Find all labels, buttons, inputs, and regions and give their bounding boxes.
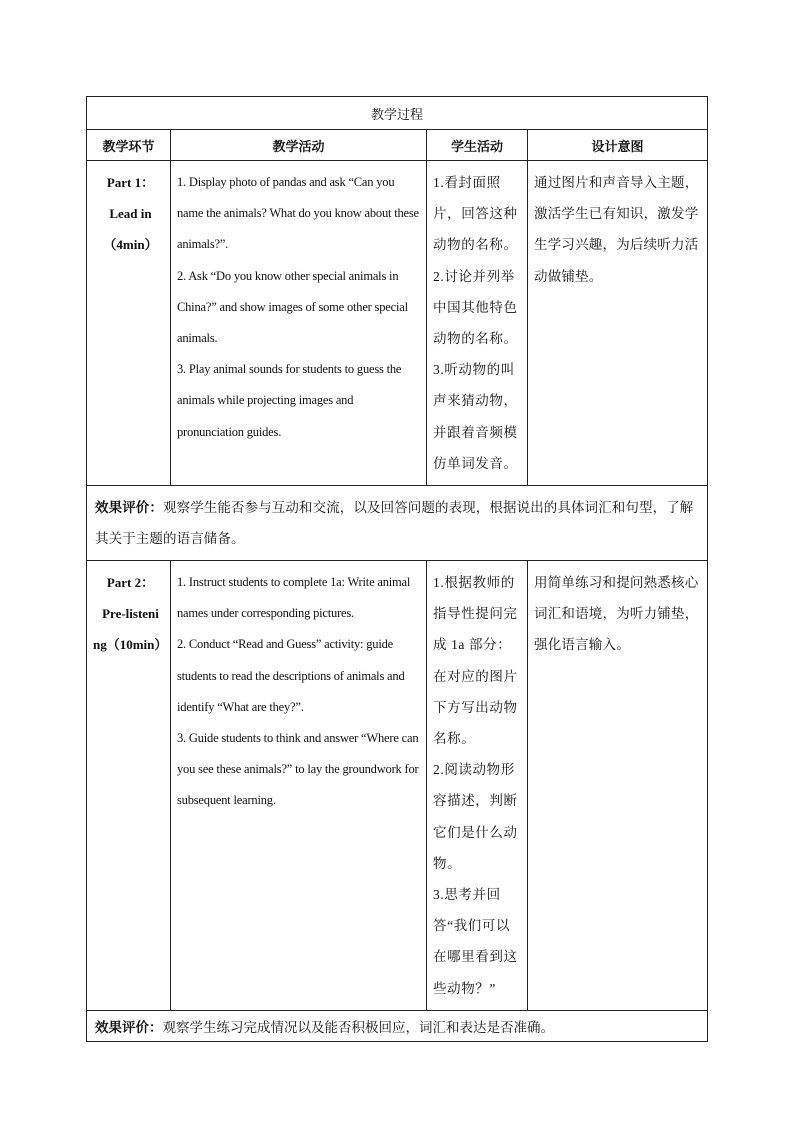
evaluation-label: 效果评价：: [95, 500, 163, 516]
teaching-activity-cell: [171, 161, 427, 486]
header-stage: 教学环节: [87, 130, 171, 161]
header-design-intent: 设计意图: [528, 130, 708, 161]
stage-label: Part 1：: [106, 175, 155, 190]
evaluation-cell: [87, 1010, 708, 1041]
evaluation-row: [87, 486, 708, 561]
design-intent-cell: 通过图片和声音导入主题，激活学生已有知识，激发学生学习兴趣，为后续听力活动做铺垫。: [528, 161, 708, 486]
evaluation-text: 观察学生练习完成情况以及能否积极回应，词汇和表达是否准确。: [162, 1019, 554, 1035]
student-item: 3.思考并回答“我们可以在哪里看到这些动物？”: [433, 887, 518, 996]
header-student-activity: 学生活动: [427, 130, 528, 161]
activity-item: 1. Display photo of pandas and ask “Can you name the animals? What do you know about these animals?”.: [177, 175, 419, 252]
activity-item: 2. Conduct “Read and Guess” activity: guide students to read the descriptions of animals and identify “What are they?”.: [177, 637, 405, 714]
table-title: 教学过程: [87, 97, 708, 130]
student-item: 1.看封面照片，回答这种动物的名称。: [433, 175, 518, 253]
stage-label: Part 2：: [106, 575, 155, 591]
evaluation-cell: [87, 486, 708, 561]
table-title-row: [87, 97, 708, 130]
activity-item: 2. Ask “Do you know other special animals in China?” and show images of some other special animals.: [177, 268, 408, 346]
stage-duration: （4min）: [103, 237, 158, 252]
table-row: [87, 561, 708, 1011]
student-activity-cell: [427, 161, 528, 486]
table-row: [87, 161, 708, 486]
design-intent-cell: 用简单练习和提问熟悉核心词汇和语境，为听力铺垫，强化语言输入。: [528, 561, 708, 1011]
student-item: 2.讨论并列举中国其他特色动物的名称。: [433, 268, 518, 347]
header-teaching-activity: 教学活动: [171, 130, 427, 161]
activity-item: 3. Guide students to think and answer “Where can you see these animals?” to lay the groundwork for subsequent learning.: [177, 731, 419, 808]
evaluation-row: [87, 1010, 708, 1041]
teaching-activity-cell: [171, 561, 427, 1011]
stage-duration: ng（10min）: [93, 637, 168, 653]
stage-cell-part2: [87, 561, 171, 1011]
student-item: 2.阅读动物形容描述，判断它们是什么动物。: [433, 762, 518, 871]
lesson-table: [86, 96, 708, 1042]
activity-item: 3. Play animal sounds for students to guess the animals while projecting images and pronunciation guides.: [177, 362, 402, 439]
stage-name: Pre-listeni: [102, 606, 159, 622]
table-header-row: [87, 130, 708, 161]
evaluation-label: 效果评价：: [95, 1019, 163, 1035]
evaluation-text: 观察学生能否参与互动和交流，以及回答问题的表现，根据说出的具体词汇和句型，了解其关于主题的语言储备。: [95, 500, 694, 547]
activity-item: 1. Instruct students to complete 1a: Write animal names under corresponding pictures.: [177, 575, 411, 621]
student-item: 3.听动物的叫声来猜动物，并跟着音频模仿单词发音。: [433, 362, 518, 471]
student-activity-cell: [427, 561, 528, 1011]
student-item: 1.根据教师的指导性提问完成 1a 部分：在对应的图片下方写出动物名称。: [433, 575, 518, 747]
stage-name: Lead in: [109, 206, 152, 221]
stage-cell-part1: [87, 161, 171, 486]
